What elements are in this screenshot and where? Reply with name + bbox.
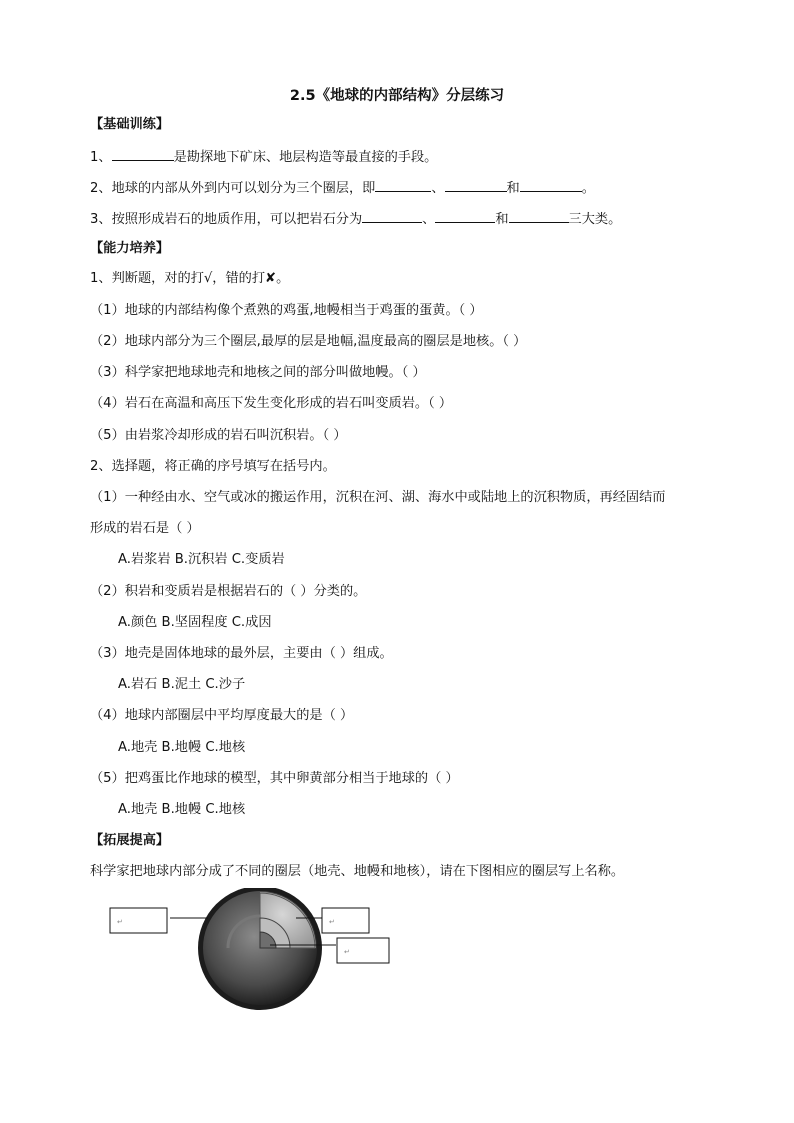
judge-item-4: （4）岩石在高温和高压下发生变化形成的岩石叫变质岩。（ ） <box>90 396 453 411</box>
judge-item-3: （3）科学家把地球地壳和地核之间的部分叫做地幔。（ ） <box>90 365 426 380</box>
earth-structure-diagram <box>100 888 400 1014</box>
choice-title: 2、选择题，将正确的序号填写在括号内。 <box>90 459 336 474</box>
choice-question-1-cont: 形成的岩石是（ ） <box>90 521 200 536</box>
choice-options-3: A.岩石 B.泥土 C.沙子 <box>118 677 246 692</box>
choice-options-1: A.岩浆岩 B.沉积岩 C.变质岩 <box>118 552 285 567</box>
question-basic-1: 1、 是勘探地下矿床、地层构造等最直接的手段。 <box>90 146 437 167</box>
box-return-mark: ↵ <box>344 948 350 956</box>
choice-options-2: A.颜色 B.坚固程度 C.成因 <box>118 615 272 630</box>
choice-options-5: A.地壳 B.地幔 C.地核 <box>118 802 246 817</box>
answer-blank[interactable] <box>520 177 582 192</box>
answer-blank[interactable] <box>375 177 431 192</box>
judge-item-2: （2）地球内部分为三个圈层,最厚的层是地幅,温度最高的圈层是地核。（ ） <box>90 334 527 349</box>
choice-question-5: （5）把鸡蛋比作地球的模型，其中卵黄部分相当于地球的（ ） <box>90 771 459 786</box>
choice-question-1: （1）一种经由水、空气或冰的搬运作用，沉积在河、湖、海水中或陆地上的沉积物质，再经固结而 <box>90 490 666 505</box>
choice-question-3: （3）地壳是固体地球的最外层，主要由（ ）组成。 <box>90 646 393 661</box>
answer-blank[interactable] <box>435 208 495 223</box>
section-heading-basic: 【基础训练】 <box>90 117 170 132</box>
choice-options-4: A.地壳 B.地幔 C.地核 <box>118 740 246 755</box>
box-return-mark: ↵ <box>329 918 335 926</box>
choice-question-2: （2）积岩和变质岩是根据岩石的（ ）分类的。 <box>90 584 367 599</box>
earth-cross-section-figure <box>100 888 400 1014</box>
box-return-mark: ↵ <box>117 918 123 926</box>
section-heading-extension: 【拓展提高】 <box>90 833 170 848</box>
choice-question-4: （4）地球内部圈层中平均厚度最大的是（ ） <box>90 708 354 723</box>
answer-blank[interactable] <box>445 177 507 192</box>
section-heading-ability: 【能力培养】 <box>90 241 170 256</box>
answer-blank[interactable] <box>362 208 422 223</box>
answer-blank[interactable] <box>112 146 174 161</box>
extension-text: 科学家把地球内部分成了不同的圈层（地壳、地幔和地核），请在下图相应的圈层写上名称。 <box>90 864 625 879</box>
question-basic-3: 3、按照形成岩石的地质作用，可以把岩石分为 、 和 三大类。 <box>90 208 621 229</box>
judge-item-1: （1）地球的内部结构像个煮熟的鸡蛋,地幔相当于鸡蛋的蛋黄。（ ） <box>90 303 483 318</box>
judge-item-5: （5）由岩浆冷却形成的岩石叫沉积岩。（ ） <box>90 428 347 443</box>
judge-title: 1、判断题，对的打√，错的打✘。 <box>90 271 290 286</box>
question-basic-2: 2、地球的内部从外到内可以划分为三个圈层，即 、 和 。 <box>90 177 595 198</box>
page-title: 2.5《地球的内部结构》分层练习 <box>289 88 505 104</box>
answer-blank[interactable] <box>509 208 569 223</box>
